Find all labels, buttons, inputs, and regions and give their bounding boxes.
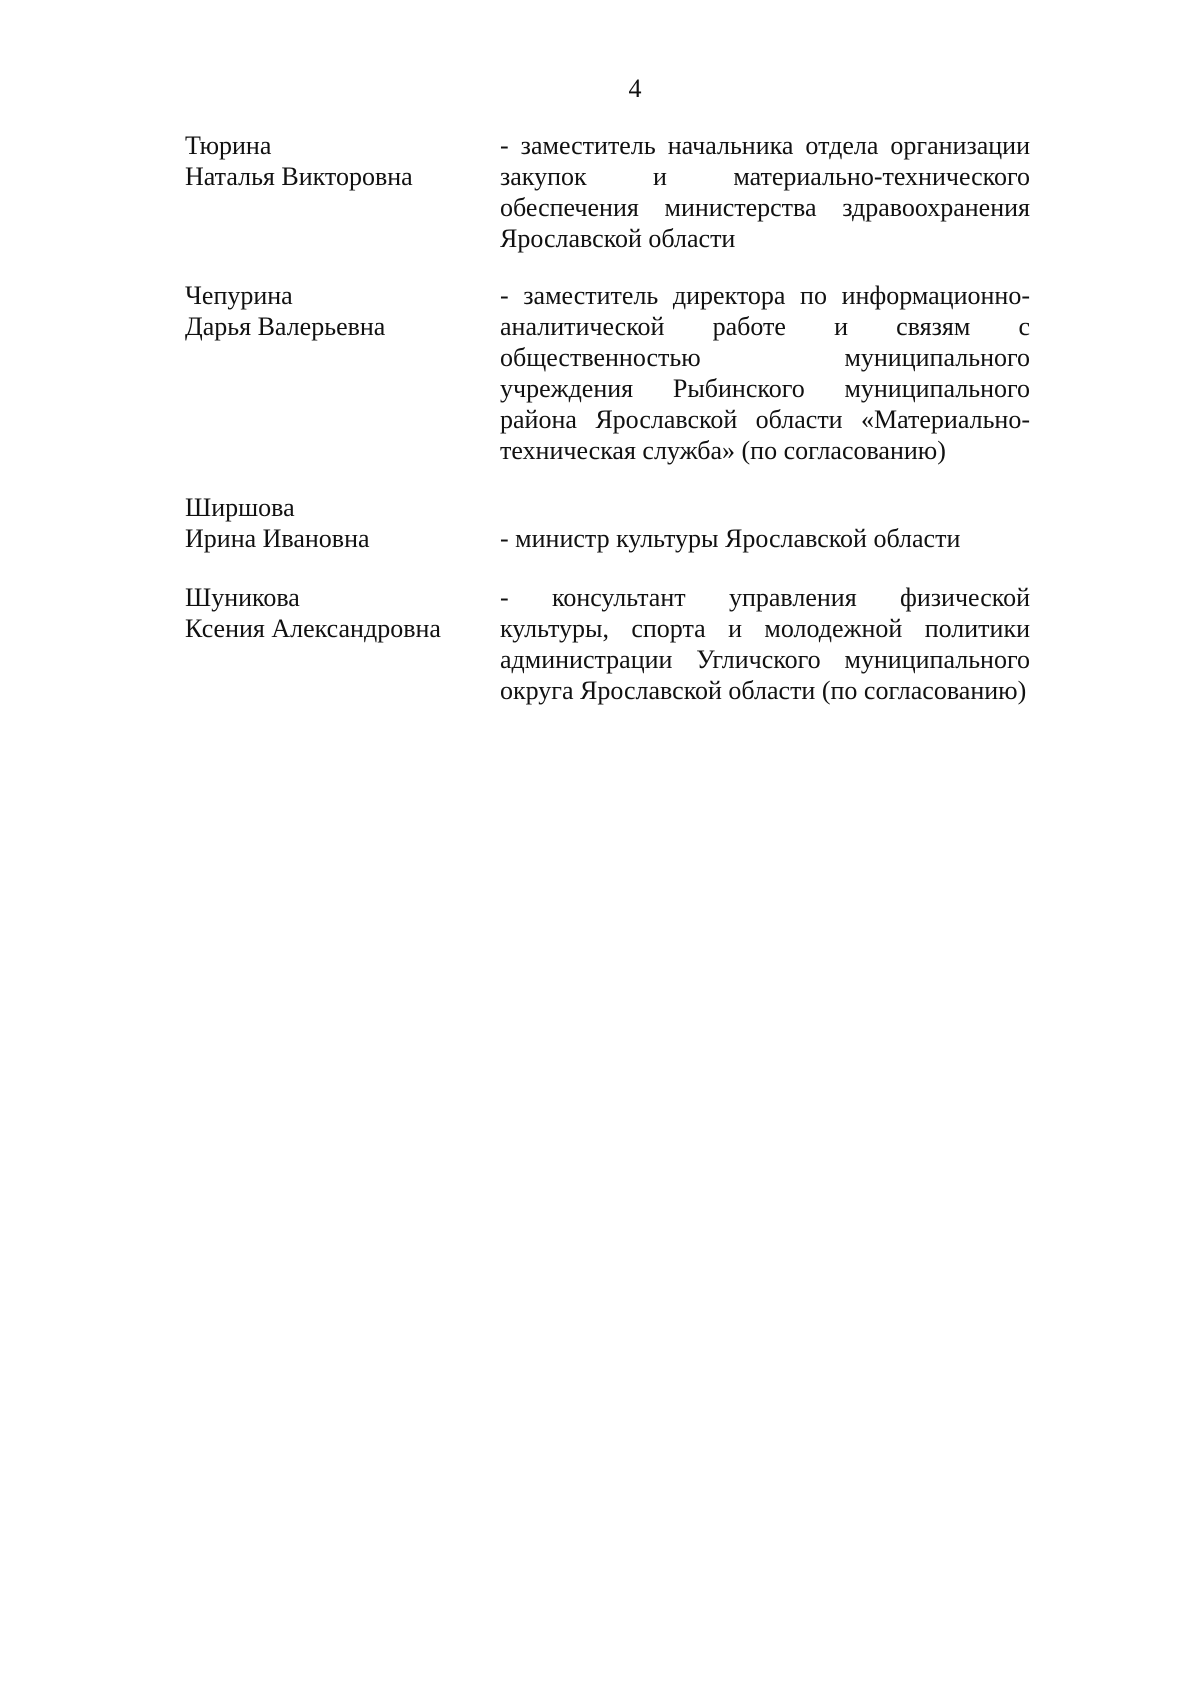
member-surname: Ширшова <box>185 493 295 522</box>
member-position: - министр культуры Ярославской области <box>500 524 961 553</box>
member-position: - консультант управления физической культуры, спорта и молодежной политики администрации Угличского муниципального округа Ярославской области (по согласованию) <box>500 583 1030 705</box>
member-name <box>185 492 500 554</box>
member-surname: Шуникова <box>185 583 300 612</box>
list-item <box>185 492 1030 582</box>
member-given-names: Наталья Викторовна <box>185 162 413 191</box>
page-number: 4 <box>628 74 642 103</box>
member-given-names: Ирина Ивановна <box>185 524 370 553</box>
member-list <box>185 130 1030 712</box>
member-name <box>185 280 500 342</box>
list-item <box>185 582 1030 712</box>
list-item <box>185 280 1030 492</box>
member-position: - заместитель директора по информационно-аналитической работе и связям с общественностью муниципального учреждения Рыбинского муниципального района Ярославской области «Материально-техническая служба» (по согласованию) <box>500 281 1030 465</box>
member-surname: Чепурина <box>185 281 293 310</box>
member-name <box>185 582 500 644</box>
member-given-names: Дарья Валерьевна <box>185 312 386 341</box>
member-name <box>185 130 500 192</box>
member-position: - заместитель начальника отдела организации закупок и материально-технического обеспечения министерства здравоохранения Ярославской области <box>500 131 1030 253</box>
member-given-names: Ксения Александровна <box>185 614 441 643</box>
list-item <box>185 130 1030 280</box>
member-surname: Тюрина <box>185 131 272 160</box>
